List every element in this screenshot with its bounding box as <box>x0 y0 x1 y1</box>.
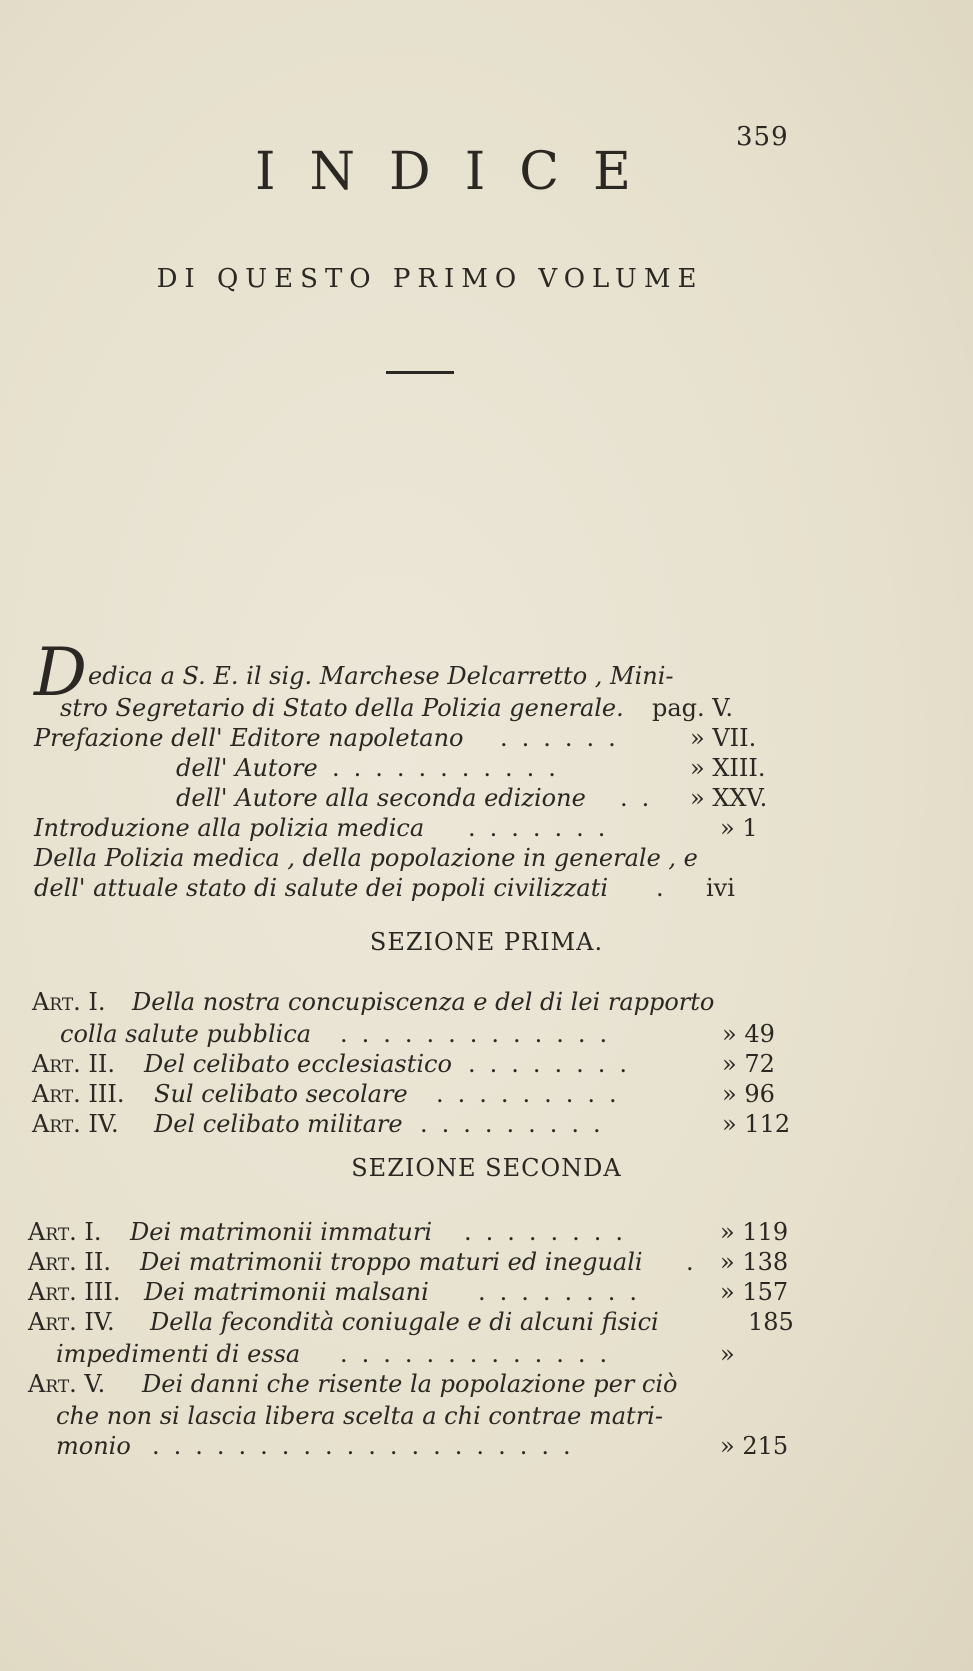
leader-dots: .. <box>620 784 664 812</box>
leader-dots: ........... <box>332 754 570 782</box>
leader-dots: ........ <box>478 1278 652 1306</box>
toc-page-s1-art4: » 112 <box>722 1110 791 1138</box>
toc-entry-introduzione: Introduzione alla polizia medica <box>34 814 425 842</box>
leader-dots: ...... <box>500 724 630 752</box>
art-label: Art. III. <box>32 1080 125 1108</box>
toc-page-s2-art1: » 119 <box>720 1218 789 1246</box>
toc-page-s1-art3: » 96 <box>722 1080 775 1108</box>
toc-entry-s1-art3: Sul celibato secolare <box>154 1080 408 1108</box>
toc-page-della-polizia: ivi <box>706 874 735 902</box>
leader-dots: ......... <box>436 1080 631 1108</box>
section-heading-seconda: SEZIONE SECONDA <box>351 1154 622 1182</box>
toc-entry-s2-art5-line2: che non si lascia libera scelta a chi contrae matri- <box>56 1402 663 1430</box>
toc-page-prefazione-editore: » VII. <box>690 724 757 752</box>
art-label: Art. II. <box>28 1248 112 1276</box>
toc-entry-s2-art4-line1: Della fecondità coniugale e di alcuni fisici <box>150 1308 659 1336</box>
toc-entry-s2-art5-line1: Dei danni che risente la popolazione per ciò <box>142 1370 678 1398</box>
toc-entry-dedica-line2: stro Segretario di Stato della Polizia generale. <box>60 694 624 722</box>
art-label: Art. III. <box>28 1278 121 1306</box>
leader-dots: ......... <box>420 1110 615 1138</box>
toc-page-s2-art2: » 138 <box>720 1248 789 1276</box>
toc-page-s2-art4: 185 <box>748 1308 794 1336</box>
leader-dots: ............. <box>340 1020 622 1048</box>
toc-entry-prefazione-seconda: dell' Autore alla seconda edizione <box>176 784 586 812</box>
toc-entry-s1-art4: Del celibato militare <box>154 1110 403 1138</box>
art-label: Art. IV. <box>32 1110 119 1138</box>
art-label: Art. I. <box>32 988 106 1016</box>
toc-entry-della-polizia-line1: Della Polizia medica , della popolazione in generale , e <box>34 844 698 872</box>
leader-dots: ........ <box>468 1050 642 1078</box>
toc-entry-s2-art2: Dei matrimonii troppo maturi ed ineguali <box>140 1248 643 1276</box>
page-title: INDICE <box>254 142 666 202</box>
leader-dots: .................... <box>152 1432 585 1460</box>
toc-entry-prefazione-autore: dell' Autore <box>176 754 318 782</box>
section-heading-prima: SEZIONE PRIMA. <box>369 928 604 956</box>
art-label: Art. IV. <box>28 1308 115 1336</box>
toc-entry-dedica-line1: edica a S. E. il sig. Marchese Delcarretto , Mini- <box>88 662 674 690</box>
toc-page-prefazione-seconda: » XXV. <box>690 784 768 812</box>
toc-entry-s2-art4-line2: impedimenti di essa <box>56 1340 301 1368</box>
toc-entry-s1-art1-line2: colla salute pubblica <box>60 1020 312 1048</box>
toc-entry-s1-art1-line1: Della nostra concupiscenza e del di lei rapporto <box>132 988 715 1016</box>
toc-page-s2-art5: » 215 <box>720 1432 789 1460</box>
art-label: Art. I. <box>28 1218 102 1246</box>
leader-dots: . <box>656 874 664 902</box>
leader-dots: ....... <box>468 814 620 842</box>
toc-page-s1-art1: » 49 <box>722 1020 775 1048</box>
art-label: Art. V. <box>28 1370 106 1398</box>
leader-dots: ............. <box>340 1340 622 1368</box>
toc-entry-della-polizia-line2: dell' attuale stato di salute dei popoli civilizzati <box>34 874 609 902</box>
page-subtitle: DI QUESTO PRIMO VOLUME <box>156 264 704 294</box>
toc-page-prefazione-autore: » XIII. <box>690 754 766 782</box>
toc-mark-s2-art4: » <box>720 1340 735 1368</box>
page-number: 359 <box>736 122 789 152</box>
leader-dots: . <box>686 1248 694 1276</box>
leader-dots: ........ <box>464 1218 638 1246</box>
toc-page-s1-art2: » 72 <box>722 1050 775 1078</box>
art-label: Art. II. <box>32 1050 116 1078</box>
drop-cap: D <box>34 634 87 711</box>
toc-page-introduzione: » 1 <box>720 814 758 842</box>
toc-page-dedica: pag. V. <box>652 694 734 722</box>
title-divider <box>386 371 454 374</box>
toc-entry-s2-art5-line3: monio <box>56 1432 131 1460</box>
toc-page-s2-art3: » 157 <box>720 1278 789 1306</box>
toc-entry-prefazione-editore: Prefazione dell' Editore napoletano <box>34 724 464 752</box>
toc-entry-s2-art1: Dei matrimonii immaturi <box>130 1218 433 1246</box>
toc-entry-s1-art2: Del celibato ecclesiastico <box>144 1050 452 1078</box>
toc-entry-s2-art3: Dei matrimonii malsani <box>144 1278 429 1306</box>
